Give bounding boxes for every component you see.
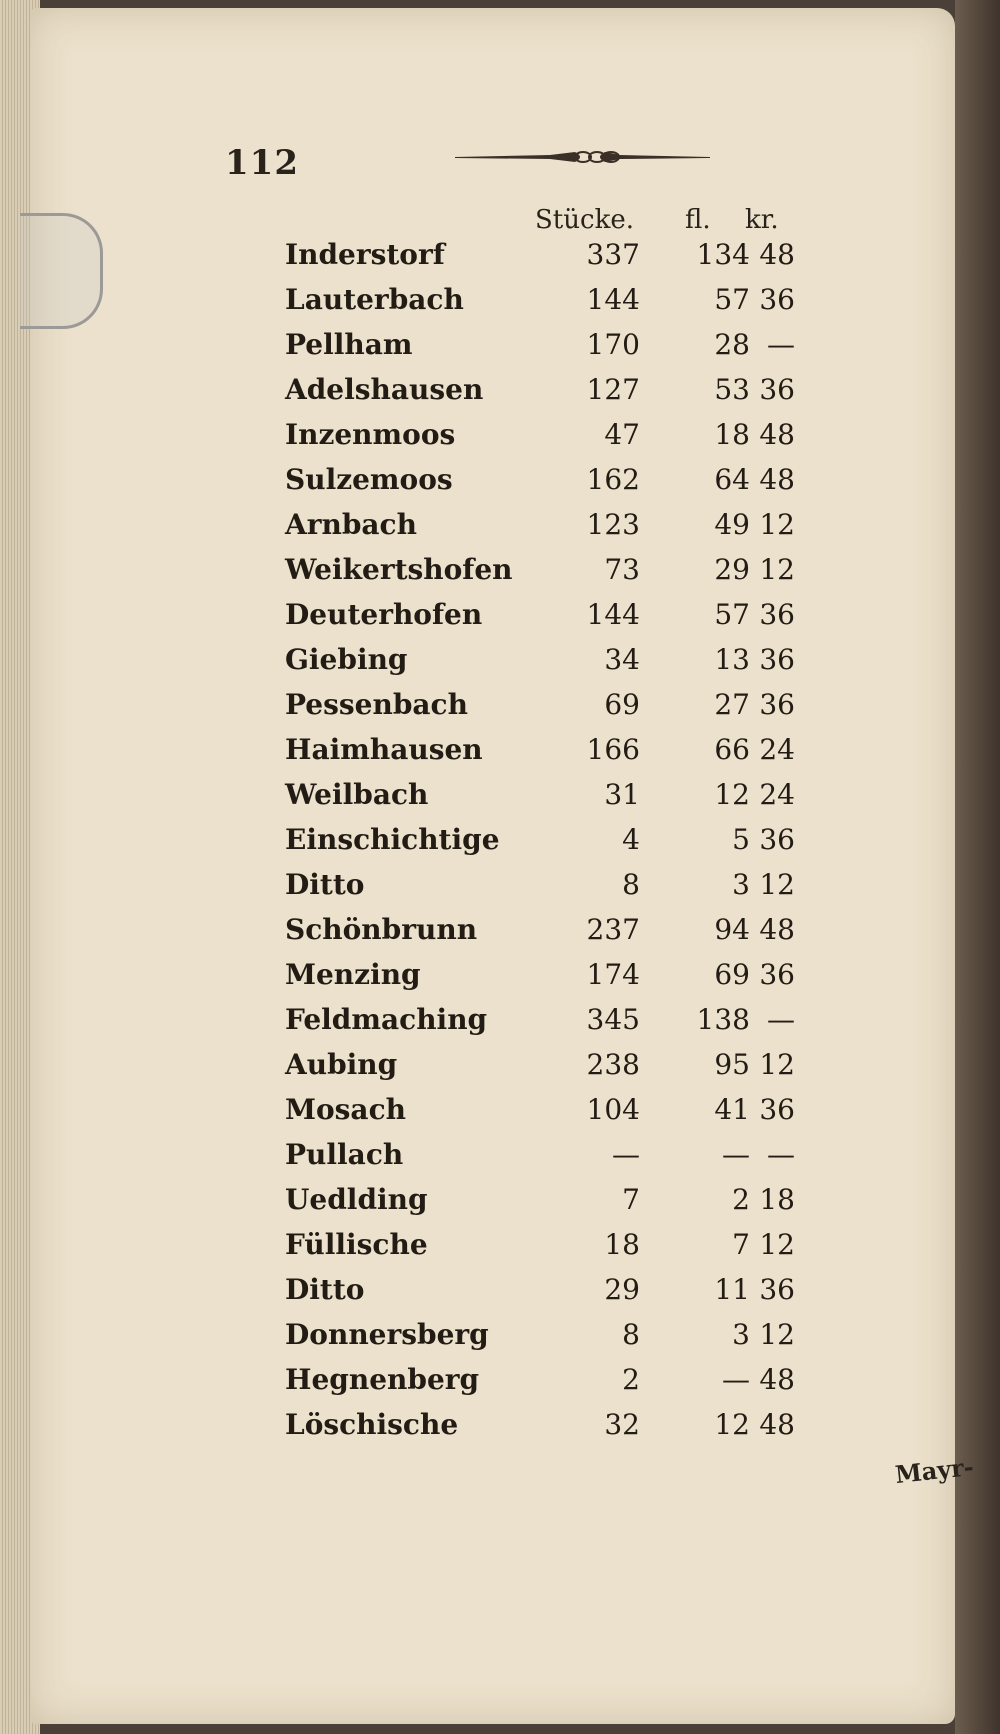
pieces-value: 238 (586, 1048, 640, 1081)
fl-value: 12 (714, 1408, 750, 1441)
fl-value: 138 (696, 1003, 750, 1036)
pieces-value: 174 (586, 958, 640, 991)
fl-value: 66 (714, 733, 750, 766)
pieces-value: 166 (586, 733, 640, 766)
fl-value: 2 (732, 1183, 750, 1216)
kr-value: 48 (759, 913, 795, 946)
place-name: Lauterbach (285, 283, 464, 316)
place-name: Weilbach (285, 778, 429, 811)
kr-value: 48 (759, 463, 795, 496)
kr-value: 36 (759, 598, 795, 631)
table-row (30, 238, 955, 282)
place-name: Ditto (285, 1273, 365, 1306)
kr-value: 36 (759, 643, 795, 676)
table-row (30, 1363, 955, 1407)
table-row (30, 598, 955, 642)
place-name: Pellham (285, 328, 413, 361)
pieces-value: 31 (604, 778, 640, 811)
fl-value: 28 (714, 328, 750, 361)
place-name: Haimhausen (285, 733, 483, 766)
place-name: Pessenbach (285, 688, 468, 721)
fl-value: 64 (714, 463, 750, 496)
fl-value: 49 (714, 508, 750, 541)
kr-value: 12 (759, 553, 795, 586)
pieces-value: 8 (622, 1318, 640, 1351)
place-name: Löschische (285, 1408, 459, 1441)
fl-value: 69 (714, 958, 750, 991)
place-name: Uedlding (285, 1183, 428, 1216)
pieces-value: 337 (586, 238, 640, 271)
table-row (30, 1093, 955, 1137)
table-row (30, 868, 955, 912)
pieces-value: 170 (586, 328, 640, 361)
place-name: Aubing (285, 1048, 398, 1081)
fl-value: — (722, 1138, 750, 1171)
fl-value: 18 (714, 418, 750, 451)
ornament-rule (455, 144, 710, 170)
table-row (30, 508, 955, 552)
table-row (30, 958, 955, 1002)
kr-value: 12 (759, 1318, 795, 1351)
catchword: Mayr- (893, 1451, 975, 1490)
pieces-value: 162 (586, 463, 640, 496)
place-name: Arnbach (285, 508, 417, 541)
fl-value: 94 (714, 913, 750, 946)
table-row (30, 463, 955, 507)
fl-value: 134 (696, 238, 750, 271)
book-page (30, 8, 975, 1724)
fl-value: 29 (714, 553, 750, 586)
pieces-value: 144 (586, 283, 640, 316)
table-row (30, 1048, 955, 1092)
kr-value: 24 (759, 778, 795, 811)
page-number: 112 (225, 143, 299, 183)
table-row (30, 328, 955, 372)
fl-value: 13 (714, 643, 750, 676)
kr-value: 12 (759, 508, 795, 541)
table-row (30, 1003, 955, 1047)
fl-value: 57 (714, 598, 750, 631)
fl-value: 53 (714, 373, 750, 406)
kr-value: 36 (759, 823, 795, 856)
pieces-value: 47 (604, 418, 640, 451)
pieces-value: 18 (604, 1228, 640, 1261)
table-row (30, 913, 955, 957)
pieces-value: 29 (604, 1273, 640, 1306)
kr-value: 24 (759, 733, 795, 766)
table-row (30, 643, 955, 687)
kr-value: 36 (759, 1273, 795, 1306)
pieces-value: 345 (586, 1003, 640, 1036)
pieces-value: 32 (604, 1408, 640, 1441)
place-name: Inzenmoos (285, 418, 456, 451)
place-name: Pullach (285, 1138, 404, 1171)
table-row (30, 688, 955, 732)
table-row (30, 1273, 955, 1317)
table-row (30, 1183, 955, 1227)
table-row (30, 283, 955, 327)
place-name: Adelshausen (285, 373, 484, 406)
column-header-kr: kr. (745, 205, 779, 235)
fl-value: 3 (732, 868, 750, 901)
place-name: Einschichtige (285, 823, 500, 856)
kr-value: — (767, 1003, 795, 1036)
kr-value: — (767, 328, 795, 361)
table-row (30, 1408, 955, 1452)
column-header-pieces: Stücke. (535, 205, 634, 235)
kr-value: 48 (759, 1408, 795, 1441)
table-row (30, 1318, 955, 1362)
place-name: Weikertshofen (285, 553, 513, 586)
pieces-value: 127 (586, 373, 640, 406)
fl-value: 57 (714, 283, 750, 316)
kr-value: 12 (759, 1228, 795, 1261)
table-row (30, 778, 955, 822)
fl-value: — (722, 1363, 750, 1396)
kr-value: 48 (759, 418, 795, 451)
fl-value: 12 (714, 778, 750, 811)
place-name: Füllische (285, 1228, 428, 1261)
place-name: Schönbrunn (285, 913, 478, 946)
kr-value: 18 (759, 1183, 795, 1216)
pieces-value: 73 (604, 553, 640, 586)
kr-value: — (767, 1138, 795, 1171)
place-name: Giebing (285, 643, 408, 676)
kr-value: 36 (759, 958, 795, 991)
pieces-value: 4 (622, 823, 640, 856)
pieces-value: 123 (586, 508, 640, 541)
place-name: Donnersberg (285, 1318, 489, 1351)
fl-value: 11 (714, 1273, 750, 1306)
pieces-value: 104 (586, 1093, 640, 1126)
pieces-value: 237 (586, 913, 640, 946)
pieces-value: 7 (622, 1183, 640, 1216)
kr-value: 36 (759, 283, 795, 316)
table-row (30, 823, 955, 867)
fl-value: 3 (732, 1318, 750, 1351)
place-name: Mosach (285, 1093, 406, 1126)
pieces-value: — (612, 1138, 640, 1171)
kr-value: 36 (759, 1093, 795, 1126)
fl-value: 5 (732, 823, 750, 856)
table-row (30, 373, 955, 417)
pieces-value: 144 (586, 598, 640, 631)
pieces-value: 34 (604, 643, 640, 676)
table-row (30, 418, 955, 462)
fl-value: 7 (732, 1228, 750, 1261)
table-row (30, 1228, 955, 1272)
kr-value: 48 (759, 1363, 795, 1396)
kr-value: 12 (759, 868, 795, 901)
kr-value: 36 (759, 688, 795, 721)
place-name: Hegnenberg (285, 1363, 480, 1396)
place-name: Ditto (285, 868, 365, 901)
fl-value: 95 (714, 1048, 750, 1081)
fl-value: 41 (714, 1093, 750, 1126)
fl-value: 27 (714, 688, 750, 721)
pieces-value: 8 (622, 868, 640, 901)
pieces-value: 69 (604, 688, 640, 721)
table-row (30, 553, 955, 597)
place-name: Inderstorf (285, 238, 445, 271)
table-row (30, 733, 955, 777)
kr-value: 12 (759, 1048, 795, 1081)
place-name: Sulzemoos (285, 463, 453, 496)
kr-value: 48 (759, 238, 795, 271)
kr-value: 36 (759, 373, 795, 406)
place-name: Deuterhofen (285, 598, 483, 631)
place-name: Feldmaching (285, 1003, 488, 1036)
pieces-value: 2 (622, 1363, 640, 1396)
place-name: Menzing (285, 958, 421, 991)
table-row (30, 1138, 955, 1182)
column-header-fl: fl. (685, 205, 711, 235)
